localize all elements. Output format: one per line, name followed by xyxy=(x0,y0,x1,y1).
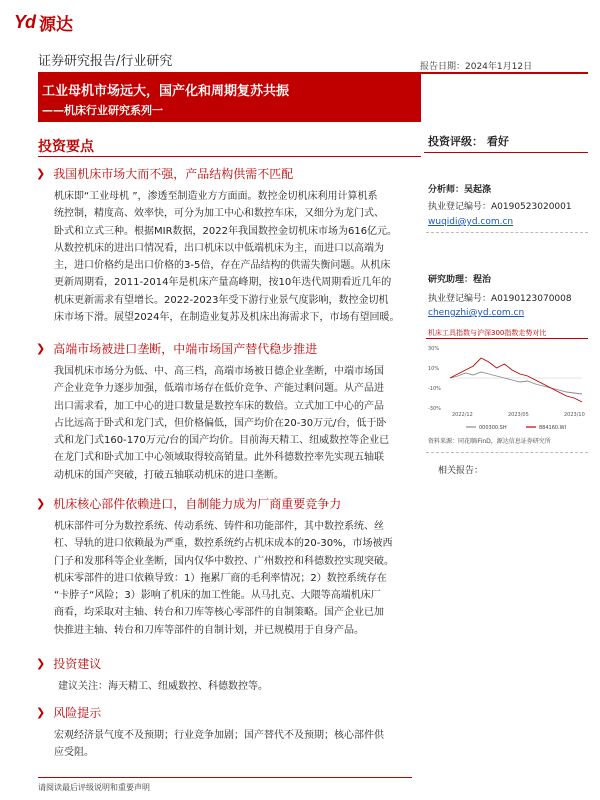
analyst-email-link[interactable]: wuqidi@yd.com.cn xyxy=(428,217,514,227)
text-line: 门子和发那科等企业垄断，国内仅华中数控、广州数控和科德数控实现突破。 xyxy=(54,555,394,567)
text-line: 更新周期看，2011-2014年是机床产量高峰期，按10年迭代周期看近几年的 xyxy=(54,277,392,289)
report-title: 工业母机市场远大，国产化和周期复苏共振 xyxy=(42,84,290,99)
text-line: 我国机床市场分为低、中、高三档，高端市场被日德企业垄断，中端市场国 xyxy=(54,366,384,377)
text-line: 机床部件可分为数控系统、传动系统、铸件和功能部件，其中数控系统、丝 xyxy=(54,521,384,532)
text-line: 快推进主轴、转台和刀库等部件的自制计划，并已规模用于自身产品。 xyxy=(54,624,364,636)
series-group xyxy=(450,358,582,402)
bullet-heading-3 xyxy=(36,495,341,512)
text-line: 统控制，精度高、效率快，可分为加工中心和数控车床，又细分为龙门式、 xyxy=(54,208,384,220)
text-line: 机床即“工业母机 ”，渗透至制造业方方面面。数控金切机床利用计算机系 xyxy=(54,191,378,202)
dashed-divider xyxy=(426,232,588,233)
series-line-884160.WI xyxy=(450,358,582,402)
bullet-heading-1 xyxy=(36,165,293,182)
text-line: 宏观经济景气度不及预期；行业竞争加剧；国产替代不及预期；核心部件供 xyxy=(54,730,384,741)
investment-rating: 投资评级： 看好 xyxy=(428,135,509,148)
company-logo xyxy=(14,10,73,34)
logo-mark: Yd xyxy=(14,11,36,32)
bullet-heading-2 xyxy=(36,340,317,357)
section-underline xyxy=(38,156,421,157)
assistant-email-link[interactable]: chengzhi@yd.com.cn xyxy=(428,308,525,318)
bullet-heading-text: 投资建议 xyxy=(53,657,102,671)
bullet-heading-text: 机床核心部件依赖进口，自制能力成为厂商重要竞争力 xyxy=(53,497,342,511)
chevron-right-icon: ❯ xyxy=(36,706,46,719)
legend-label: 000300.SH xyxy=(479,425,507,431)
rating-divider xyxy=(424,152,588,153)
chart-source: 资料来源：同花顺iFinD，源达信息证券研究所 xyxy=(428,438,551,445)
footer-disclaimer: 请阅读最后评级说明和重要声明 xyxy=(38,783,150,792)
text-line: 机床零部件的进口依赖导致：1）拖累厂商的毛利率情况；2）数控系统存在 xyxy=(54,572,387,584)
footer-divider xyxy=(38,777,412,778)
text-line: 床市场下滑。展望2024年，在制造业复苏及机床出海需求下，市场有望回暖。 xyxy=(54,312,400,324)
text-line: 式和龙门式160-170万元/台的国产均价。目前海天精工、纽威数控等企业已 xyxy=(54,435,390,447)
analyst-registration: 执业登记编号：A0190523020001 xyxy=(428,202,572,212)
report-category: 证券研究报告/行业研究 xyxy=(38,54,173,69)
report-date: 报告日期：2024年1月12日 xyxy=(420,62,533,72)
y-tick-label: -30% xyxy=(428,406,441,412)
report-subtitle: ——机床行业研究系列一 xyxy=(42,104,163,117)
chart-legend xyxy=(466,425,566,431)
bullet-heading-4 xyxy=(36,655,101,672)
text-line: 卧式和立式三种。根据MIR数据，2022年我国数控金切机床市场为616亿元。 xyxy=(54,225,398,237)
paragraph-5 xyxy=(54,727,416,762)
chevron-right-icon: ❯ xyxy=(36,497,46,510)
section-heading: 投资要点 xyxy=(38,139,94,155)
assistant-registration: 执业登记编号：A0190123070008 xyxy=(428,294,572,304)
text-line: 机床更新需求有望增长。2022-2023年受下游行业景气度影响，数控金切机 xyxy=(54,294,389,306)
chevron-right-icon: ❯ xyxy=(36,657,46,670)
text-line: 杠、导轨的进口依赖最为严重，数控系统约占机床成本的20-30%，市场被西 xyxy=(54,538,393,550)
y-tick-label: 30% xyxy=(428,346,440,352)
text-line: 占比远高于卧式和龙门式，但价格偏低，国产均价在20-30万元/台，低于卧 xyxy=(54,417,387,429)
text-line: 从数控机床的进出口情况看，出口机床以中低端机床为主，而进口以高端为 xyxy=(54,242,384,254)
chevron-right-icon: ❯ xyxy=(36,342,46,355)
bullet-heading-text: 高端市场被进口垄断，中端市场国产替代稳步推进 xyxy=(53,342,318,356)
dashed-divider xyxy=(426,452,588,453)
y-axis-ticks xyxy=(428,346,441,412)
y-tick-label: -10% xyxy=(428,386,441,392)
analyst-label: 分析师：吴起涤 xyxy=(428,185,492,195)
paragraph-1 xyxy=(54,188,416,326)
text-line: 出口需求看，加工中心的进口数量是数控车床的数倍。立式加工中心的产品 xyxy=(54,400,384,412)
text-line: 建议关注：海天精工、纽威数控、科德数控等。 xyxy=(58,681,268,692)
x-tick-label: 2023/10 xyxy=(564,412,585,418)
chart-title: 机床工具指数与沪深300指数走势对比 xyxy=(428,329,547,337)
paragraph-3 xyxy=(54,518,416,639)
related-reports-label: 相关报告： xyxy=(438,466,484,476)
bullet-heading-text: 风险提示 xyxy=(53,706,102,720)
paragraph-2 xyxy=(54,363,416,484)
text-line: 动机床的国产突破，打破五轴联动机床的进口垄断。 xyxy=(54,469,284,481)
x-tick-label: 2022/12 xyxy=(452,412,473,418)
text-line: 在龙门式和卧式加工中心领域取得较高销量。此外科德数控率先实现五轴联 xyxy=(54,452,384,464)
text-line: 主，进口价格约是出口价格的3-5倍，存在产品结构的供需失衡问题。从机床 xyxy=(54,260,391,272)
text-line: 应受阻。 xyxy=(54,747,94,759)
index-comparison-chart xyxy=(426,342,586,434)
legend-label: 884160.WI xyxy=(539,425,567,431)
paragraph-4 xyxy=(58,678,420,695)
logo-text: 源达 xyxy=(39,14,74,35)
chevron-right-icon: ❯ xyxy=(36,167,46,180)
y-tick-label: 10% xyxy=(428,366,440,372)
text-line: 产企业竞争力逐步加强，低端市场存在低价竞争、产能过剩问题。从产品进 xyxy=(54,383,384,395)
chart-divider xyxy=(426,338,588,339)
x-axis-ticks xyxy=(452,412,585,418)
x-tick-label: 2023/05 xyxy=(508,412,529,418)
bullet-heading-text: 我国机床市场大而不强，产品结构供需不匹配 xyxy=(53,167,294,181)
series-line-000300.SH xyxy=(450,372,582,394)
bullet-heading-5 xyxy=(36,704,101,721)
text-line: “卡脖子“风险；3）影响了机床的加工性能。从马扎克、大隈等高端机床厂 xyxy=(54,590,381,602)
text-line: 商看，均采取对主轴、转台和刀库等核心零部件的自制策略。国产企业已加 xyxy=(54,607,384,619)
assistant-label: 研究助理：程治 xyxy=(428,275,492,285)
